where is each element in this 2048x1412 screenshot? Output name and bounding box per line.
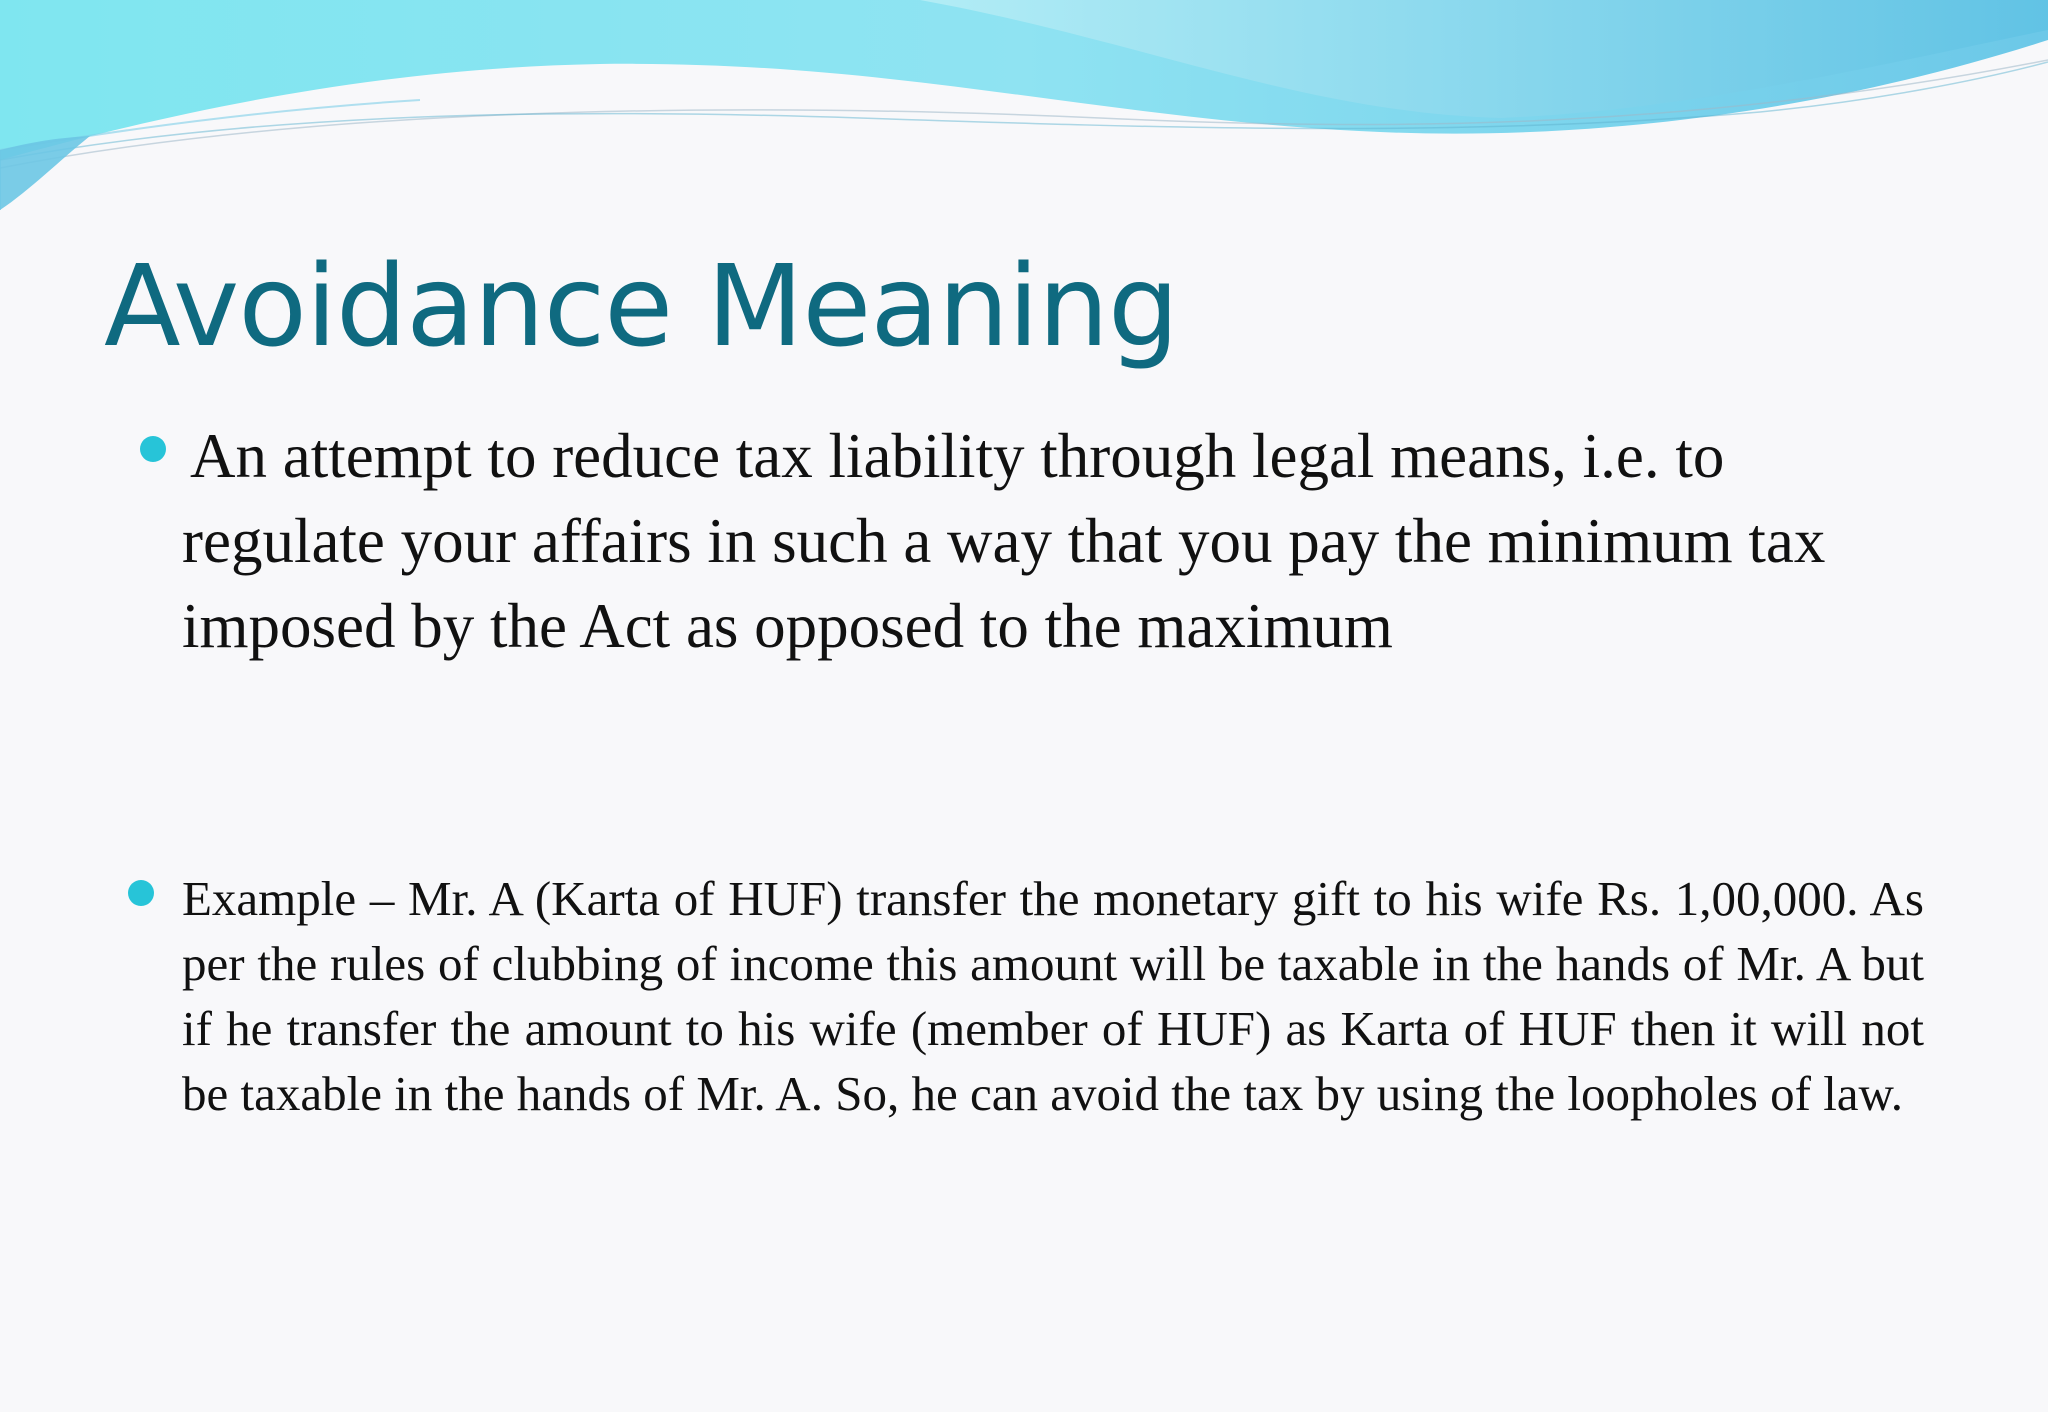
header-wave-decoration <box>0 0 2048 240</box>
bullet-icon <box>140 436 166 462</box>
bullet-text-definition: An attempt to reduce tax liability through legal means, i.e. to regulate your affairs in such a way that you pay the minimum tax imposed by the Act as opposed to the maximum <box>182 421 1826 661</box>
slide-title: Avoidance Meaning <box>104 242 1179 372</box>
bullet-icon <box>128 880 154 906</box>
bullet-text-example: Example – Mr. A (Karta of HUF) transfer the monetary gift to his wife Rs. 1,00,000. As per the rules of clubbing of income this amount will be taxable in the hands of Mr. A but if he transfer the amount to his wife (member of HUF) as Karta of HUF then it will not be taxable in the hands of Mr. A. So, he can avoid the tax by using the loopholes of law. <box>182 871 1924 1121</box>
